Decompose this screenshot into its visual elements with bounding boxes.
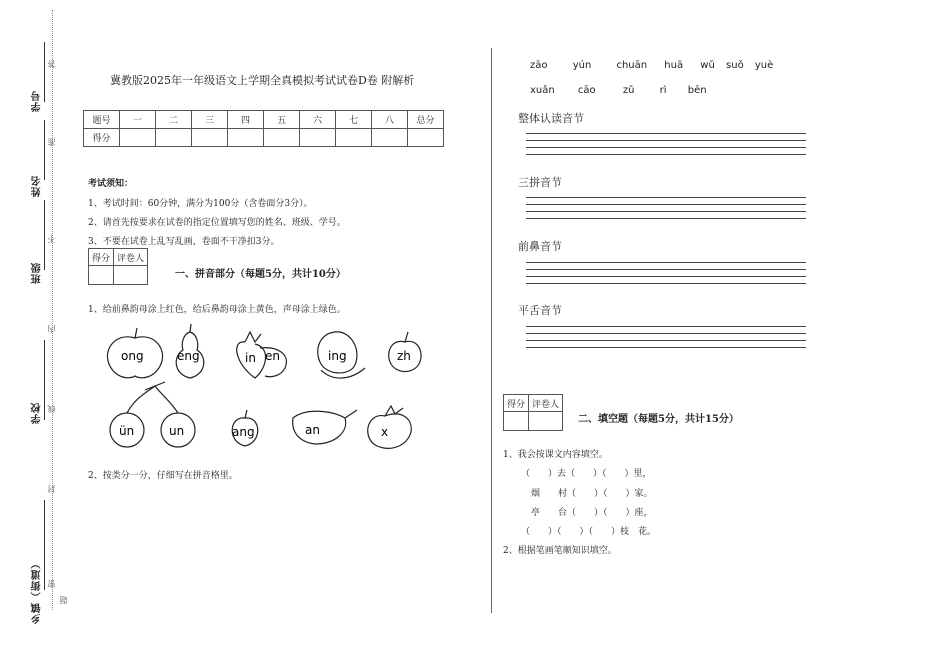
score-cell[interactable] — [156, 129, 192, 147]
notice-item: 3、不要在试卷上乱写乱画，卷面不干净扣3分。 — [88, 237, 280, 247]
score-header-cell: 三 — [192, 111, 228, 129]
student-id-label: 学号 — [32, 90, 43, 112]
fruit-label: en — [265, 349, 280, 363]
category-title: 平舌音节 — [518, 304, 562, 317]
fruit-label: ün — [119, 424, 135, 438]
seal-word: 准 — [47, 138, 56, 146]
question-1: 1、我会按课文内容填空。 — [503, 450, 608, 460]
pinyin-writing-lines[interactable] — [526, 262, 806, 284]
fruit-label: eng — [177, 349, 200, 363]
score-header-cell: 一 — [120, 111, 156, 129]
score-header-cell: 五 — [264, 111, 300, 129]
fill-line[interactable]: （ ）（ ）（ ）枝 花。 — [521, 527, 657, 537]
score-header-cell: 八 — [372, 111, 408, 129]
grader-box — [88, 248, 148, 285]
student-name-label: 姓名 — [32, 175, 43, 197]
score-cell[interactable] — [120, 129, 156, 147]
pinyin-word: suǒ — [726, 60, 744, 71]
score-row-label: 得分 — [84, 129, 120, 147]
seal-word: 内 — [47, 325, 56, 333]
question-1: 1、给前鼻韵母涂上红色，给后鼻韵母涂上黄色，声母涂上绿色。 — [88, 305, 346, 315]
pinyin-word: yuè — [754, 60, 774, 71]
fruit-label: ang — [232, 425, 255, 439]
pinyin-word: cāo — [577, 85, 596, 96]
score-header-cell: 六 — [300, 111, 336, 129]
score-table-row — [84, 129, 444, 147]
pinyin-word: chuān — [616, 60, 648, 71]
exam-title: 冀教版2025年一年级语文上学期全真模拟考试试卷D卷 附解析 — [110, 74, 415, 87]
score-header-cell: 七 — [336, 111, 372, 129]
fruit-illustrations — [95, 320, 455, 460]
question-2: 2、按类分一分，仔细写在拼音格里。 — [88, 471, 238, 481]
town-label: 乡镇（街道） — [32, 558, 43, 624]
class-label: 班级 — [32, 262, 43, 284]
score-header-cell: 四 — [228, 111, 264, 129]
fruit-label: x — [381, 425, 389, 439]
column-divider — [491, 48, 492, 613]
grader-name-cell[interactable] — [529, 412, 563, 431]
score-cell[interactable] — [336, 129, 372, 147]
pinyin-writing-lines[interactable] — [526, 133, 806, 155]
fruit-label: an — [305, 423, 320, 437]
fruit-label: un — [169, 424, 185, 438]
pinyin-word: rì — [659, 85, 667, 96]
grader-score-cell[interactable] — [504, 412, 529, 431]
score-cell[interactable] — [228, 129, 264, 147]
banana-drawing — [293, 410, 357, 444]
school-label: 学校 — [32, 402, 43, 424]
section1-title: 一、拼音部分（每题5分，共计10分） — [175, 269, 346, 280]
score-header-cell: 总分 — [408, 111, 444, 129]
grader-box — [503, 394, 563, 431]
score-table — [83, 110, 444, 147]
seal-word: 线 — [47, 405, 56, 413]
fill-line[interactable]: 亭 台（ ）（ ）座， — [531, 508, 653, 518]
score-cell[interactable] — [192, 129, 228, 147]
fill-line[interactable]: 烟 村（ ）（ ）家。 — [531, 489, 653, 499]
pinyin-word: yún — [572, 60, 592, 71]
question-2: 2、根据笔画笔顺知识填空。 — [503, 546, 617, 556]
notice-item: 2、请首先按要求在试卷的指定位置填写您的姓名、班级、学号。 — [88, 218, 346, 228]
pinyin-word: zāo — [530, 60, 548, 71]
score-header-cell: 题号 — [84, 111, 120, 129]
seal-word: 封 — [47, 485, 56, 493]
pinyin-word: huā — [664, 60, 684, 71]
seal-word: 答 — [47, 60, 56, 68]
grader-name-label: 评卷人 — [114, 249, 148, 266]
fruit-label: zh — [397, 349, 411, 363]
score-cell[interactable] — [300, 129, 336, 147]
seal-word: 题 — [59, 596, 68, 604]
score-cell[interactable] — [408, 129, 444, 147]
grader-name-label: 评卷人 — [529, 395, 563, 412]
tomato-large-drawing — [368, 406, 411, 448]
binding-line — [44, 120, 45, 180]
score-header-cell: 二 — [156, 111, 192, 129]
notice-heading: 考试须知： — [88, 179, 134, 189]
grader-name-cell[interactable] — [114, 266, 148, 285]
category-title: 整体认读音节 — [518, 112, 584, 125]
pinyin-row-1 — [530, 60, 810, 71]
score-cell[interactable] — [264, 129, 300, 147]
grader-score-cell[interactable] — [89, 266, 114, 285]
pinyin-word: wǔ — [700, 60, 715, 71]
fruit-label: ing — [328, 349, 347, 363]
fruit-label: in — [245, 351, 256, 365]
fruit-label: ong — [121, 349, 144, 363]
notice-item: 1、考试时间：60分钟，满分为100分（含卷面分3分）。 — [88, 199, 313, 209]
section2-title: 二、填空题（每题5分，共计15分） — [578, 414, 739, 425]
pinyin-word: xuǎn — [530, 85, 555, 96]
pinyin-word: zǔ — [622, 85, 635, 96]
pinyin-writing-lines[interactable] — [526, 326, 806, 348]
binding-line — [44, 200, 45, 270]
score-cell[interactable] — [372, 129, 408, 147]
score-table-header — [84, 111, 444, 129]
seal-word: 不 — [47, 235, 56, 243]
category-title: 前鼻音节 — [518, 240, 562, 253]
pinyin-row-2 — [530, 85, 810, 96]
grader-score-label: 得分 — [504, 395, 529, 412]
fill-line[interactable]: （ ）去（ ）（ ）里， — [521, 469, 652, 479]
category-title: 三拼音节 — [518, 176, 562, 189]
grader-score-label: 得分 — [89, 249, 114, 266]
pinyin-writing-lines[interactable] — [526, 197, 806, 219]
pinyin-word: bēn — [687, 85, 707, 96]
seal-word: 密 — [47, 580, 56, 588]
seal-dotted-line — [52, 10, 53, 610]
